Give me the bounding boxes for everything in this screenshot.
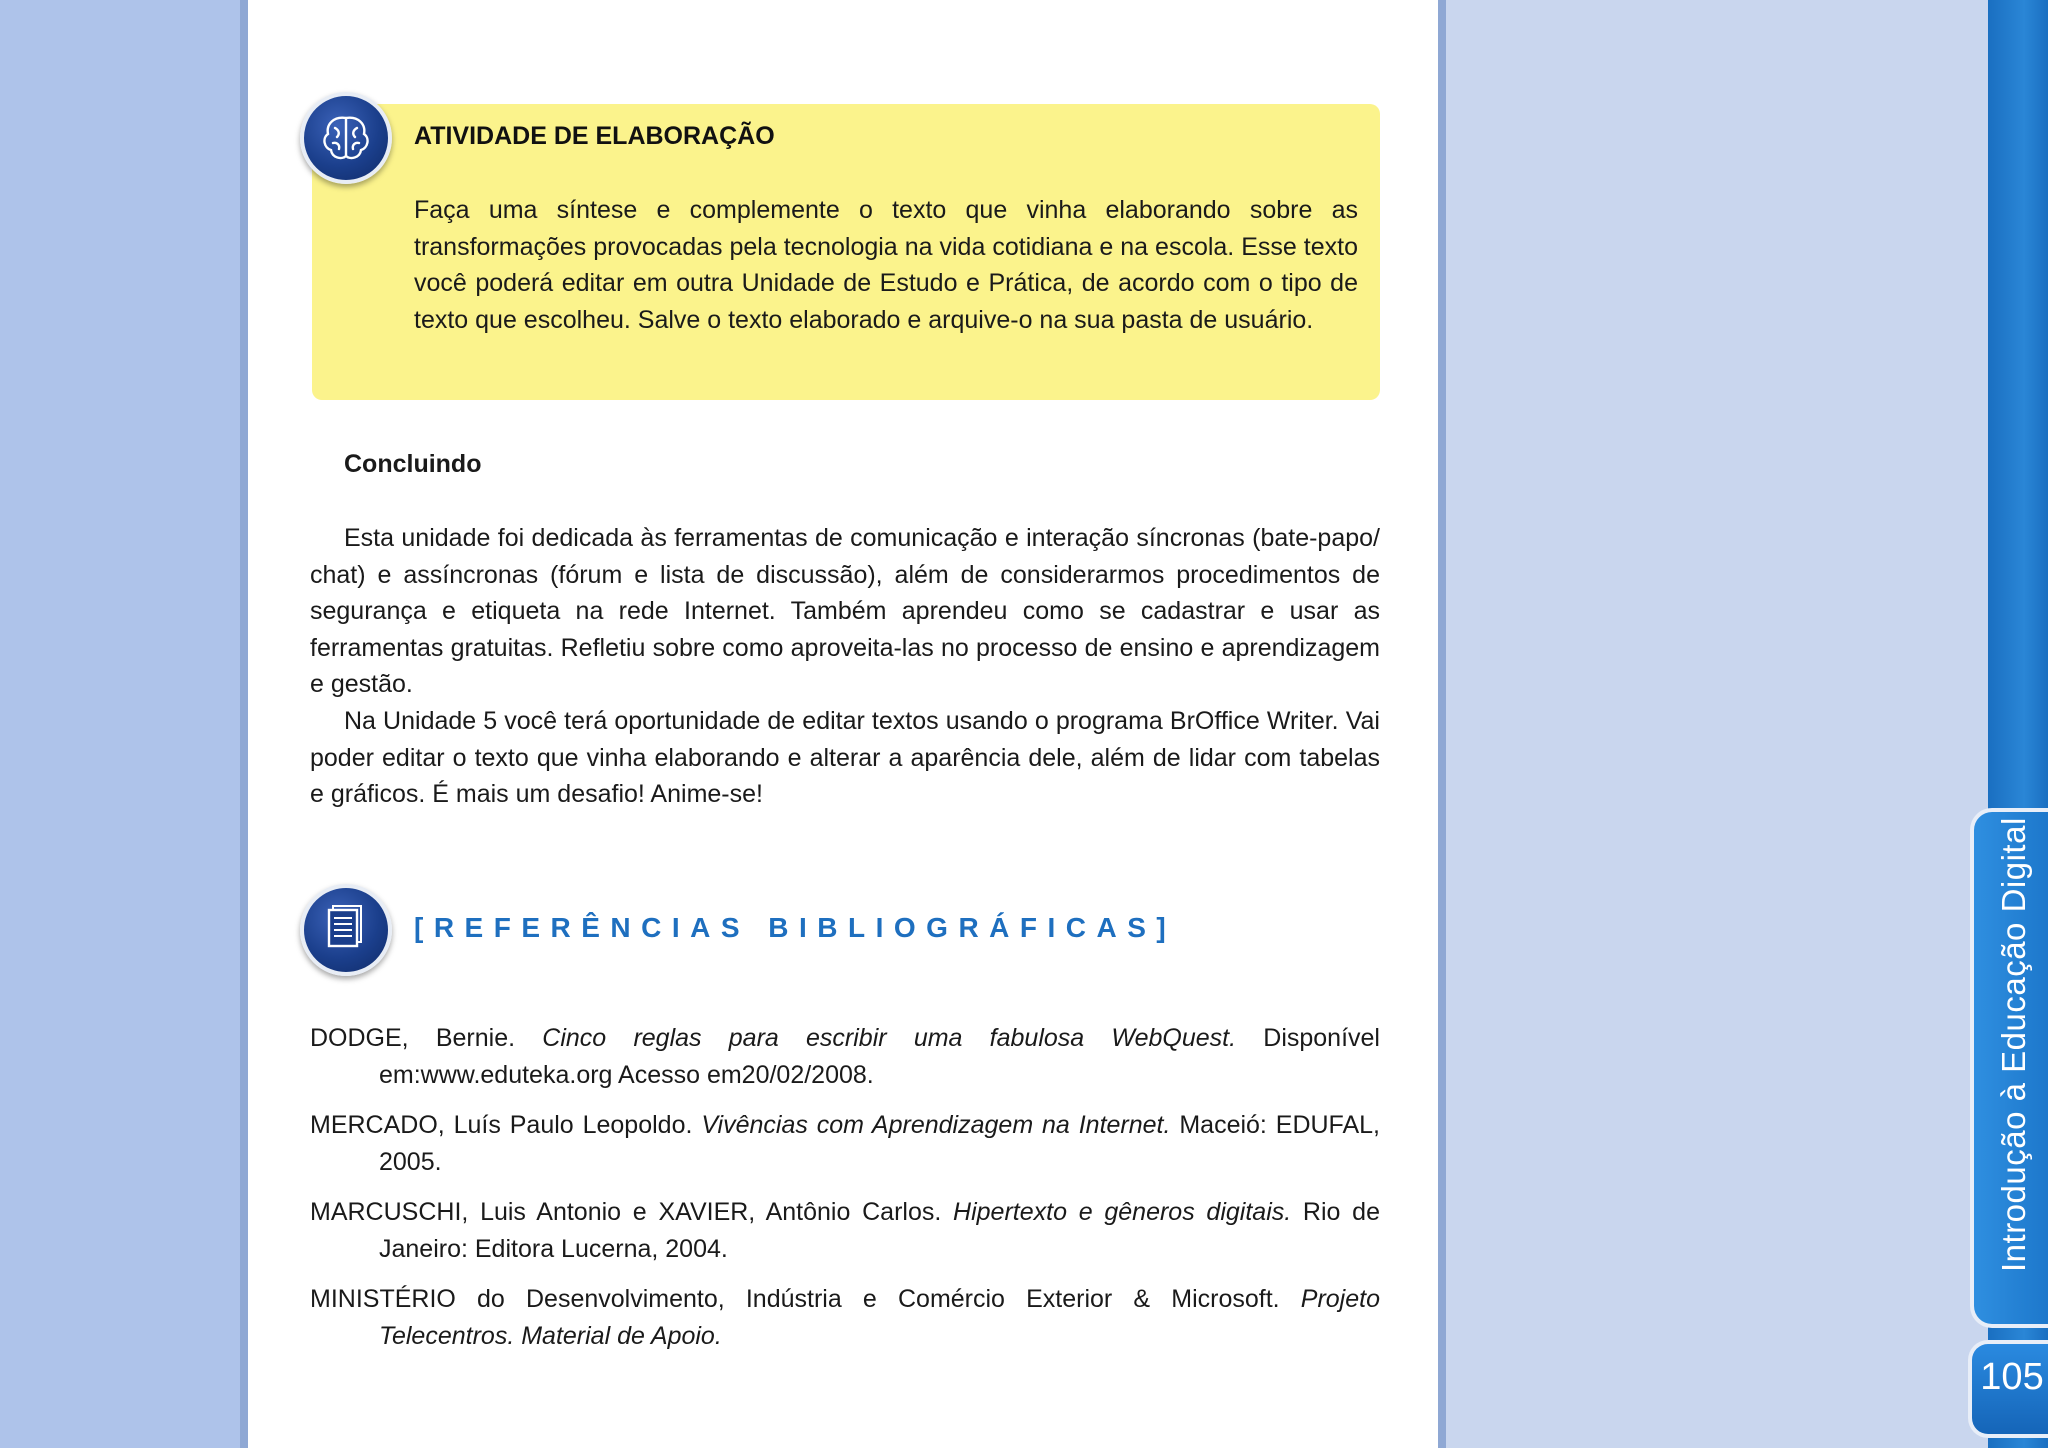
left-rail [240, 0, 248, 1448]
reference-item [310, 1107, 1380, 1180]
reference-work: Cinco reglas para escribir uma fabulosa WebQuest. [542, 1024, 1237, 1052]
reference-work: Hipertexto e gêneros digitais. [953, 1198, 1292, 1226]
reference-details: Rio de Janeiro: Editora Lucerna, 2004. [379, 1198, 1380, 1263]
reference-item [310, 1020, 1380, 1093]
reference-author: MARCUSCHI, Luis Antonio e XAVIER, Antônio Carlos. [310, 1198, 954, 1226]
reference-author: MINISTÉRIO do Desenvolvimento, Indústria e Comércio Exterior & Microsoft. [310, 1285, 1301, 1313]
reference-work: Projeto Telecentros. Material de Apoio. [379, 1285, 1380, 1350]
conclusion-paragraph-1-text: Esta unidade foi dedicada às ferramentas de comunicação e interação síncronas (bate-papo/ chat) e assíncronas (fórum e lista de discussão), além de considerarmos procedimentos de segurança e etiqueta na rede Internet. Também aprendeu como se cadastrar e usar as ferramentas gratuitas. Refletiu sobre como aproveita-las no processo de ensino e aprendizagem e gestão. [310, 524, 1380, 699]
reference-author: MERCADO, Luís Paulo Leopoldo. [310, 1111, 702, 1139]
conclusion-paragraph-2 [310, 703, 1380, 813]
document-icon [300, 884, 392, 976]
activity-title: ATIVIDADE DE ELABORAÇÃO [414, 122, 775, 150]
references-title: [REFERÊNCIAS BIBLIOGRÁFICAS] [414, 912, 1177, 943]
reference-item [310, 1281, 1380, 1354]
page-number: 105 [1980, 1356, 2044, 1398]
reference-item [310, 1194, 1380, 1267]
left-margin [0, 0, 240, 1448]
right-rail [1438, 0, 1446, 1448]
book-title: Introdução à Educação Digital [1995, 817, 2032, 1272]
reference-work: Vivências com Aprendizagem na Internet. [701, 1111, 1171, 1139]
conclusion-paragraph-1 [310, 520, 1380, 703]
brain-icon [300, 92, 392, 184]
reference-details: Maceió: EDUFAL, 2005. [379, 1111, 1380, 1176]
conclusion-title: Concluindo [344, 450, 482, 478]
conclusion-paragraph-2-text: Na Unidade 5 você terá oportunidade de editar textos usando o programa BrOffice Writer. Vai poder editar o texto que vinha elaborando e alterar a aparência dele, além de lidar com tabelas e gráficos. É mais um desafio! Anime-se! [310, 707, 1380, 809]
reference-details: Disponível em:www.eduteka.org Acesso em20/02/2008. [379, 1024, 1380, 1089]
reference-author: DODGE, Bernie. [310, 1024, 543, 1052]
right-margin [1448, 0, 1988, 1448]
activity-text: Faça uma síntese e complemente o texto que vinha elaborando sobre as transformações provocadas pela tecnologia na vida cotidiana e na escola. Esse texto você poderá editar em outra Unidade de Estudo e Prática, de acordo com o tipo de texto que escolheu. Salve o texto elaborado e arquive-o na sua pasta de usuário. [414, 196, 1358, 334]
